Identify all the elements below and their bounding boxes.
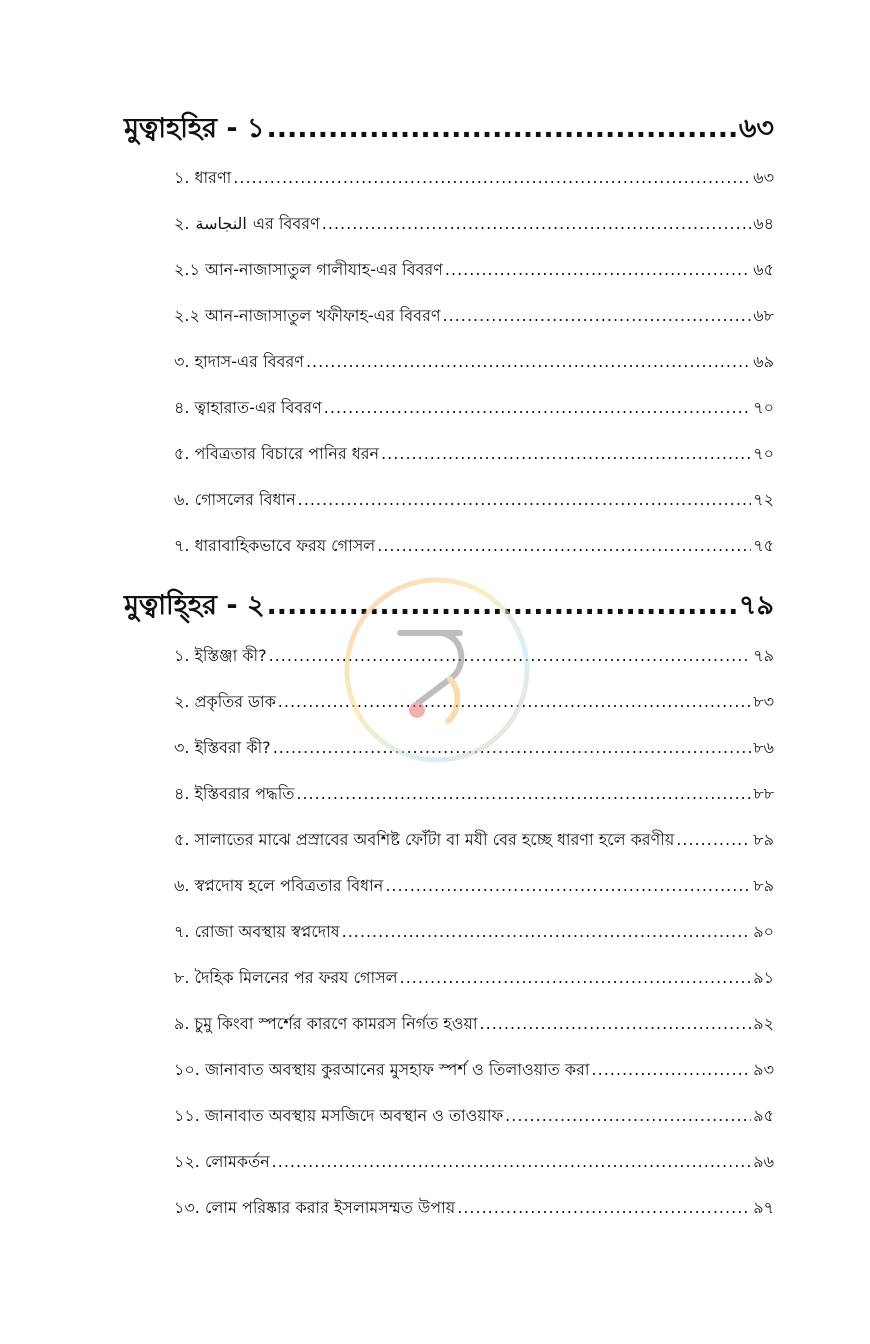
entry-page-number: ৯২ (753, 1014, 774, 1033)
entry-label: ৪. ত্বাহারাত-এর বিবরণ (174, 398, 322, 417)
watermark-glyph-tail (448, 679, 457, 721)
entry-page-number: ৭০ (753, 398, 774, 417)
watermark-dot (409, 702, 425, 718)
entry-label: ১০. জানাবাত অবস্থায় কুরআনের মুসহাফ স্পর্শ ও তিলাওয়াত করা (174, 1060, 590, 1079)
publisher-logo-icon (342, 575, 532, 765)
dot-leader (298, 490, 752, 509)
toc-entry[interactable] (174, 827, 774, 854)
chapter-page-number: ৭৯ (738, 590, 774, 621)
toc-entry[interactable] (174, 165, 774, 192)
entry-label: ৪. ইস্তিবরার পদ্ধতি (174, 784, 295, 803)
entry-page-number: ৮৬ (753, 738, 774, 757)
watermark-glyph-stroke (400, 633, 461, 703)
toc-entry[interactable] (174, 211, 774, 238)
entry-page-number: ৭৫ (753, 536, 774, 555)
dot-leader (322, 214, 751, 233)
toc-entry[interactable] (174, 303, 774, 330)
dot-leader (324, 398, 751, 417)
dot-leader (267, 113, 737, 144)
toc-entry[interactable] (174, 919, 774, 946)
dot-leader (306, 352, 751, 371)
toc-entry[interactable] (174, 441, 774, 468)
chapter-page-number: ৬৩ (738, 113, 774, 144)
dot-leader (676, 830, 751, 849)
entry-page-number: ৮৮ (753, 784, 774, 803)
toc-entry[interactable] (174, 1103, 774, 1130)
toc-entry[interactable] (174, 873, 774, 900)
entry-page-number: ৯১ (753, 968, 774, 987)
entry-label: ৯. চুমু কিংবা স্পর্শের কারণে কামরস নির্গত হওয়া (174, 1014, 478, 1033)
entry-page-number: ৯৬ (753, 1152, 774, 1171)
entry-label (174, 211, 320, 238)
entry-page-number: ৬৫ (753, 260, 774, 279)
dot-leader (296, 784, 751, 803)
entry-label: ৫. সালাতের মাঝে প্রস্রাবের অবশিষ্ট ফোঁটা বা মযী বের হচ্ছে ধারণা হলে করণীয় (174, 830, 675, 849)
dot-leader (592, 1060, 752, 1079)
entry-label: ৭. রোজা অবস্থায় স্বপ্নদোষ (174, 922, 340, 941)
dot-leader (443, 306, 752, 325)
dot-leader (480, 1014, 752, 1033)
entry-label: ৬. স্বপ্নদোষ হলে পবিত্রতার বিধান (174, 876, 384, 895)
toc-entry[interactable] (174, 1195, 774, 1222)
entry-page-number: ৭৯ (753, 646, 774, 665)
dot-leader (381, 444, 751, 463)
entry-page-number: ৯৫ (753, 1106, 774, 1125)
entry-label: ৬. গোসলের বিধান (174, 490, 296, 509)
dot-leader (385, 876, 751, 895)
arabic-term: النجاسة (195, 214, 247, 233)
dot-leader (233, 168, 751, 187)
toc-entry[interactable] (174, 349, 774, 376)
chapter-heading[interactable] (124, 108, 774, 153)
entry-label: ১১. জানাবাত অবস্থায় মসজিদে অবস্থান ও তাওয়াফ (174, 1106, 504, 1125)
entry-label: ৫. পবিত্রতার বিচারে পানির ধরন (174, 444, 380, 463)
watermark-ring (347, 580, 527, 760)
entry-page-number: ৯৩ (753, 1060, 774, 1079)
entry-label: ৩. হাদাস-এর বিবরণ (174, 352, 304, 371)
entry-label-suffix: এর বিবরণ (252, 214, 320, 233)
toc-entry[interactable] (174, 257, 774, 284)
entry-page-number: ৬৮ (753, 306, 774, 325)
entry-page-number: ৬৩ (753, 168, 774, 187)
dot-leader (505, 1106, 751, 1125)
dot-leader (445, 260, 751, 279)
toc-entry[interactable] (174, 533, 774, 560)
entry-page-number: ৯৭ (753, 1198, 774, 1217)
toc-entry[interactable] (174, 781, 774, 808)
entry-label: ২. প্রকৃতির ডাক (174, 692, 276, 711)
entry-label: ৩. ইস্তিবরা কী? (174, 738, 271, 757)
entry-label: ৮. দৈহিক মিলনের পর ফরয গোসল (174, 968, 398, 987)
entry-label: ২.১ আন-নাজাসাতুল গালীযাহ-এর বিবরণ (174, 260, 443, 279)
entry-label: ২.২ আন-নাজাসাতুল খফীফাহ-এর বিবরণ (174, 306, 441, 325)
entry-page-number: ৭০ (753, 444, 774, 463)
entry-label: ১৩. লোম পরিষ্কার করার ইসলামসম্মত উপায় (174, 1198, 456, 1217)
entry-page-number: ৮৯ (753, 830, 774, 849)
entry-page-number: ৯০ (753, 922, 774, 941)
entry-page-number: ৬৪ (753, 214, 774, 233)
entry-page-number: ৬৯ (753, 352, 774, 371)
dot-leader (377, 536, 751, 555)
toc-entry[interactable] (174, 965, 774, 992)
entry-page-number: ৭২ (753, 490, 774, 509)
dot-leader (457, 1198, 751, 1217)
toc-entry[interactable] (174, 395, 774, 422)
toc-entry[interactable] (174, 1149, 774, 1176)
chapter-title: মুত্বাহহির - ১ (124, 113, 265, 144)
entry-label: ৭. ধারাবাহিকভাবে ফরয গোসল (174, 536, 376, 555)
dot-leader (400, 968, 752, 987)
chapter-title: মুত্বাহ্হির - ২ (124, 590, 265, 621)
entry-label: ১. ধারণা (174, 168, 232, 187)
entry-number: ২. (174, 214, 190, 233)
toc-entry[interactable] (174, 1011, 774, 1038)
entry-label: ১২. লোমকর্তন (174, 1152, 270, 1171)
toc-entry[interactable] (174, 487, 774, 514)
dot-leader (342, 922, 752, 941)
entry-page-number: ৮৯ (753, 876, 774, 895)
entry-page-number: ৮৩ (753, 692, 774, 711)
watermark-svg (342, 575, 532, 765)
dot-leader (272, 1152, 752, 1171)
entry-label: ১. ইস্তিঞ্জা কী? (174, 646, 267, 665)
toc-entry[interactable] (174, 1057, 774, 1084)
